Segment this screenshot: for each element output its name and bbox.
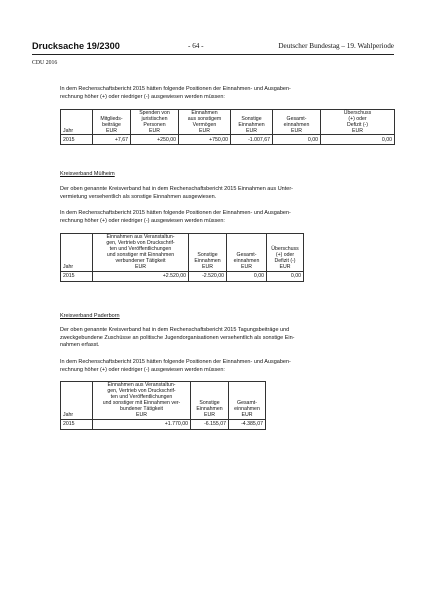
- cell-amount: +7,67: [93, 135, 131, 145]
- intro-paragraph: [60, 86, 395, 101]
- header-line: Einnahmen: [196, 406, 223, 413]
- cell-amount: -1.007,67: [231, 135, 273, 145]
- header-line: Gesamt-: [237, 400, 257, 407]
- text-line: nahmen erfasst.: [60, 342, 100, 349]
- cell-year: 2015: [61, 135, 93, 145]
- text-line: vermietung versehentlich als sonstige Einnahmen ausgewiesen.: [60, 193, 217, 200]
- header-line: aus sonstigem: [187, 116, 222, 123]
- header-line: ten und Veröffentlichungen: [110, 394, 173, 401]
- column-header: [93, 234, 189, 272]
- column-header: [93, 382, 191, 420]
- header-line: Überschuss: [343, 110, 372, 116]
- header-line: Personen: [143, 122, 166, 129]
- table-header-row: [61, 234, 304, 272]
- section-heading: Kreisverband Mülheim: [60, 171, 115, 177]
- header-line: EUR: [135, 264, 146, 271]
- header-line: EUR: [246, 128, 257, 135]
- header-line: (+) oder: [275, 252, 295, 259]
- header-line: Jahr: [63, 264, 74, 271]
- column-header: [131, 110, 179, 135]
- header-line: einnahmen: [234, 406, 260, 413]
- text-line: In dem Rechenschaftsbericht 2015 hätten folgende Positionen der Einnahmen- und Ausgaben-: [60, 210, 291, 216]
- header-line: (+) oder: [348, 116, 367, 123]
- text-line: rechnung höher (+) oder niedriger (-) ausgewiesen werden müssen:: [60, 366, 225, 373]
- column-header: [227, 234, 267, 272]
- header-line: Mitglieds-: [100, 116, 123, 123]
- cell-amount: +750,00: [179, 135, 231, 145]
- header-line: und sonstiger mit Einnahmen: [106, 252, 175, 259]
- header-line: EUR: [241, 264, 252, 271]
- cell-amount: -6.155,07: [191, 419, 229, 429]
- header-line: Jahr: [63, 128, 74, 135]
- header-line: gen, Vertrieb von Druckschrif-: [107, 388, 176, 395]
- document-number: Drucksache 19/2300: [32, 41, 120, 51]
- adjustment-table: [60, 233, 304, 282]
- header-line: verbundener Tätigkeit: [115, 258, 166, 265]
- cell-amount: 0,00: [321, 135, 395, 145]
- header-line: Vermögen: [192, 122, 217, 129]
- header-line: Einnahmen aus Veranstaltun-: [106, 234, 175, 240]
- cell-amount: 0,00: [227, 271, 267, 281]
- header-line: und sonstiger mit Einnahmen ver-: [102, 400, 181, 407]
- header-line: beiträge: [102, 122, 121, 129]
- header-line: juristischen: [141, 116, 168, 123]
- header-line: ten und Veröffentlichungen: [109, 246, 172, 253]
- header-line: Gesamt-: [236, 252, 257, 259]
- parliament-period: Deutscher Bundestag – 19. Wahlperiode: [278, 42, 394, 50]
- party-label: CDU 2016: [32, 60, 58, 66]
- body-paragraph: [60, 186, 395, 201]
- header-line: Einnahmen: [194, 258, 221, 265]
- column-header: [321, 110, 395, 135]
- column-header: [179, 110, 231, 135]
- header-line: EUR: [199, 128, 210, 135]
- text-line: rechnung höher (+) oder niedriger (-) ausgewiesen werden müssen:: [60, 217, 225, 224]
- header-line: bundener Tätigkeit: [120, 406, 163, 413]
- header-line: EUR: [106, 128, 117, 135]
- header-line: Einnahmen aus Veranstaltun-: [107, 382, 176, 388]
- header-line: einnahmen: [233, 258, 260, 265]
- cell-year: 2015: [61, 419, 93, 429]
- header-line: Defizit (-): [274, 258, 296, 265]
- header-divider: [32, 54, 394, 55]
- column-header: [191, 382, 229, 420]
- column-header-year: [61, 110, 93, 135]
- header-line: Spenden von: [139, 110, 170, 116]
- column-header: [189, 234, 227, 272]
- header-line: EUR: [241, 412, 253, 419]
- header-line: Defizit (-): [346, 122, 369, 129]
- header-line: Überschuss: [271, 246, 299, 253]
- text-line: Der oben genannte Kreisverband hat in dem Rechenschaftsbericht 2015 Einnahmen aus Unter-: [60, 186, 293, 192]
- header-line: Sonstige: [199, 400, 220, 407]
- header-line: EUR: [149, 128, 160, 135]
- cell-amount: 0,00: [273, 135, 321, 145]
- text-line: zweckgebundene Zuschüsse an politische Jugendorganisationen versehentlich als sonstige Ein-: [60, 334, 295, 341]
- text-line: In dem Rechenschaftsbericht 2015 hätten folgende Positionen der Einnahmen- und Ausgaben-: [60, 359, 291, 365]
- page-number: - 64 -: [188, 42, 204, 50]
- header-line: EUR: [279, 264, 291, 271]
- page-header: [32, 41, 394, 53]
- header-line: EUR: [204, 412, 215, 419]
- header-line: EUR: [291, 128, 302, 135]
- header-line: Einnahmen: [238, 122, 265, 129]
- column-header: [229, 382, 266, 420]
- column-header-year: [61, 382, 93, 420]
- adjustment-table: [60, 109, 395, 145]
- cell-year: 2015: [61, 271, 93, 281]
- body-paragraph: [60, 210, 395, 225]
- header-line: gen, Vertrieb von Druckschrif-: [106, 240, 175, 247]
- column-header-year: [61, 234, 93, 272]
- table-row: [61, 271, 304, 281]
- column-header: [231, 110, 273, 135]
- cell-amount: -2.520,00: [189, 271, 227, 281]
- body-paragraph: [60, 327, 395, 350]
- text-line: In dem Rechenschaftsbericht 2015 hätten folgende Positionen der Einnahmen- und Ausgaben-: [60, 86, 291, 92]
- cell-amount: +2.520,00: [93, 271, 189, 281]
- body-paragraph: [60, 359, 395, 374]
- header-line: Sonstige: [197, 252, 218, 259]
- adjustment-table: [60, 381, 266, 430]
- header-line: EUR: [202, 264, 213, 271]
- header-line: einnahmen: [283, 122, 310, 129]
- header-line: Jahr: [63, 412, 74, 419]
- table-row: [61, 419, 266, 429]
- header-line: EUR: [136, 412, 147, 419]
- cell-amount: -4.385,07: [229, 419, 266, 429]
- table-header-row: [61, 382, 266, 420]
- header-line: Sonstige: [241, 116, 262, 123]
- cell-amount: +1.770,00: [93, 419, 191, 429]
- cell-amount: 0,00: [267, 271, 304, 281]
- header-line: Gesamt-: [286, 116, 307, 123]
- text-line: Der oben genannte Kreisverband hat in dem Rechenschaftsbericht 2015 Tagungsbeiträge und: [60, 327, 290, 333]
- header-line: EUR: [352, 128, 363, 135]
- column-header: [267, 234, 304, 272]
- column-header: [93, 110, 131, 135]
- section-heading: Kreisverband Paderborn: [60, 313, 120, 319]
- cell-amount: +250,00: [131, 135, 179, 145]
- header-line: Einnahmen: [191, 110, 218, 116]
- table-row: [61, 135, 395, 145]
- column-header: [273, 110, 321, 135]
- table-header-row: [61, 110, 395, 135]
- text-line: rechnung höher (+) oder niedriger (-) ausgewiesen werden müssen:: [60, 93, 225, 100]
